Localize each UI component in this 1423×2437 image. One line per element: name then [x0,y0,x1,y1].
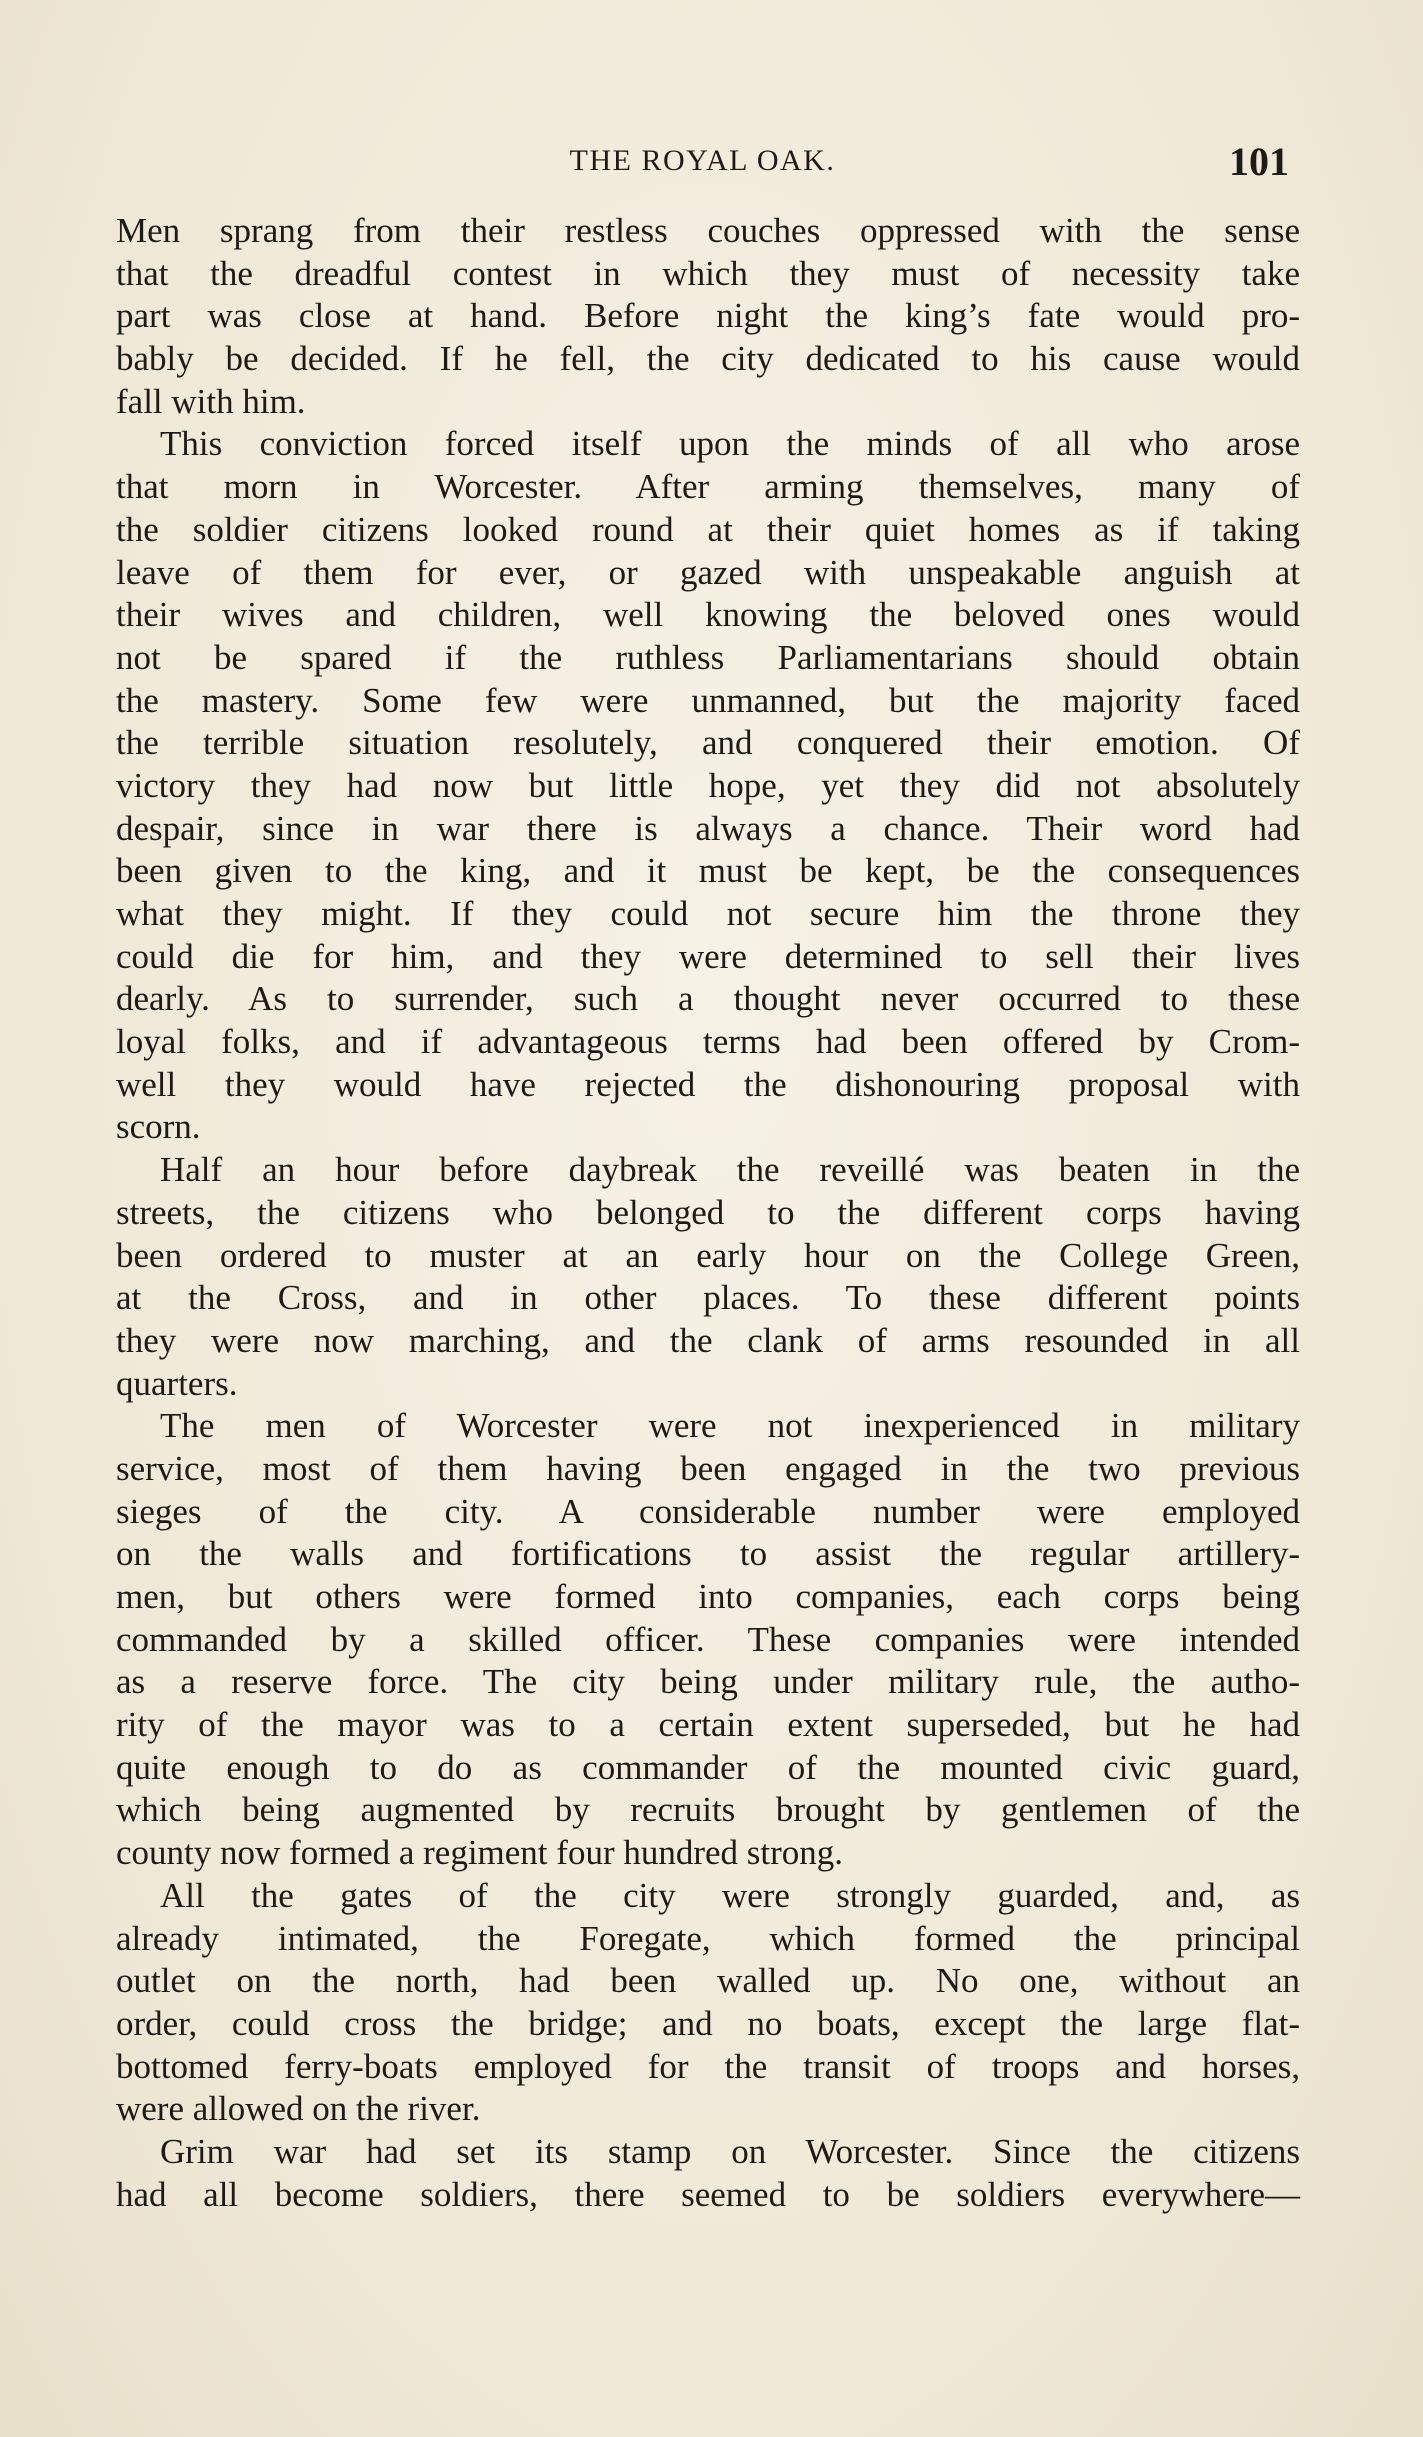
text-line: were allowed on the river. [116,2089,481,2129]
text-line: already intimated, the Foregate, which formed the principal [116,1918,1300,1958]
text-line: the soldier citizens looked round at their quiet homes as if taking [116,509,1300,549]
text-line: Men sprang from their restless couches oppressed with the sense [116,211,1300,250]
text-line: could die for him, and they were determined to sell their lives [116,936,1300,976]
text-line: been ordered to muster at an early hour on the College Green, [116,1235,1300,1275]
text-line: part was close at hand. Before night the king’s fate would pro- [116,296,1300,336]
text-line: victory they had now but little hope, yet they did not absolutely [116,765,1300,805]
text-line: outlet on the north, had been walled up. No one, without an [116,1961,1300,2001]
text-line: streets, the citizens who belonged to the different corps having [116,1192,1300,1232]
text-line: All the gates of the city were strongly guarded, and, as [160,1875,1300,1915]
text-line: bottomed ferry-boats employed for the transit of troops and horses, [116,2046,1300,2086]
text-line: leave of them for ever, or gazed with unspeakable anguish at [116,552,1300,592]
page-header [116,138,1289,188]
text-line: not be spared if the ruthless Parliamentarians should obtain [116,637,1300,677]
text-line: Half an hour before daybreak the reveillé was beaten in the [160,1150,1300,1190]
text-line: dearly. As to surrender, such a thought never occurred to these [116,979,1300,1019]
text-line: sieges of the city. A considerable number were employed [116,1491,1300,1531]
running-title: THE ROYAL OAK. [569,144,836,177]
text-line: scorn. [116,1107,201,1147]
text-line: bably be decided. If he fell, the city dedicated to his cause would [116,339,1300,379]
text-line: as a reserve force. The city being under military rule, the autho- [116,1662,1300,1702]
text-line: rity of the mayor was to a certain extent superseded, but he had [116,1705,1300,1745]
text-line: quarters. [116,1363,238,1403]
text-line: what they might. If they could not secure him the throne they [116,894,1300,933]
text-line: on the walls and fortifications to assist the regular artillery- [116,1534,1300,1574]
text-line: men, but others were formed into companies, each corps being [116,1577,1300,1616]
page-number: 101 [1229,139,1289,184]
text-line: they were now marching, and the clank of arms resounded in all [116,1320,1300,1360]
text-line: which being augmented by recruits brought by gentlemen of the [116,1790,1300,1830]
text-line: county now formed a regiment four hundred strong. [116,1833,844,1873]
text-line: well they would have rejected the dishonouring proposal with [116,1064,1300,1104]
text-line: This conviction forced itself upon the minds of all who arose [160,424,1300,464]
text-line: despair, since in war there is always a chance. Their word had [116,808,1300,848]
text-line: at the Cross, and in other places. To these different points [116,1278,1300,1318]
text-line: order, could cross the bridge; and no boats, except the large flat- [116,2003,1300,2043]
text-line: their wives and children, well knowing the beloved ones would [116,595,1300,635]
text-line: been given to the king, and it must be kept, be the consequences [116,851,1300,891]
text-line: had all become soldiers, there seemed to be soldiers everywhere— [116,2174,1300,2214]
text-line: loyal folks, and if advantageous terms had been offered by Crom- [116,1022,1300,1062]
text-line: commanded by a skilled officer. These companies were intended [116,1619,1300,1659]
text-line: that the dreadful contest in which they must of necessity take [116,253,1300,293]
text-line: the mastery. Some few were unmanned, but the majority faced [116,680,1300,720]
text-line: Grim war had set its stamp on Worcester. Since the citizens [160,2131,1300,2171]
text-line: fall with him. [116,381,306,421]
text-line: that morn in Worcester. After arming themselves, many of [116,467,1300,507]
text-line: quite enough to do as commander of the mounted civic guard, [116,1747,1300,1787]
body-text [116,210,1300,2216]
text-line: The men of Worcester were not inexperienced in military [160,1406,1300,1446]
text-line: the terrible situation resolutely, and conquered their emotion. Of [116,723,1300,763]
text-line: service, most of them having been engaged in the two previous [116,1448,1300,1488]
